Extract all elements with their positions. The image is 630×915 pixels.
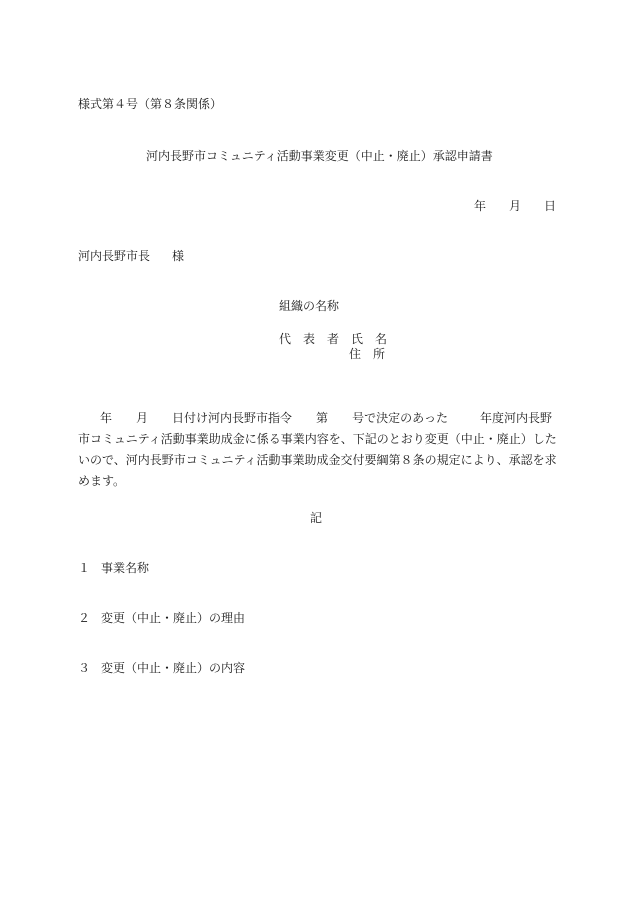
document-title: 河内長野市コミュニティ活動事業変更（中止・廃止）承認申請書 (146, 149, 493, 163)
address-label: 住所 (349, 347, 398, 361)
body-part3: 年度河内長野 (479, 411, 552, 425)
date-month-label: 月 (509, 199, 522, 213)
item-number: ３ (78, 661, 91, 675)
body-month: 月 (136, 411, 149, 425)
request-body-text (78, 408, 556, 492)
body-line-1 (78, 408, 556, 429)
form-number-label: 様式第４号（第８条関係） (78, 97, 223, 111)
body-part1: 日付け河内長野市指令 (172, 411, 293, 425)
body-line-3: いので、河内長野市コミュニティ活動事業助成金交付要綱第８条の規定により、承認を求 (78, 453, 557, 467)
addressee-honorific: 様 (172, 249, 185, 263)
body-line-2: 市コミュニティ活動事業助成金に係る事業内容を、下記のとおり変更（中止・廃止）した (78, 432, 557, 446)
representative-label: 代表者氏名 (279, 332, 400, 346)
item-label: 事業名称 (101, 561, 150, 575)
date-day-label: 日 (544, 199, 557, 213)
ki-heading: 記 (310, 511, 323, 525)
addressee-name: 河内長野市長 (78, 249, 151, 263)
org-name-label: 組織の名称 (279, 299, 340, 313)
date-year-label: 年 (474, 199, 487, 213)
item-label: 変更（中止・廃止）の内容 (101, 661, 246, 675)
body-part2: 号で決定のあった (352, 411, 448, 425)
body-dai: 第 (316, 411, 329, 425)
item-label: 変更（中止・廃止）の理由 (101, 611, 246, 625)
body-line-4: めます。 (78, 474, 126, 488)
item-number: ２ (78, 611, 91, 625)
item-number: １ (78, 561, 91, 575)
body-year: 年 (100, 411, 113, 425)
